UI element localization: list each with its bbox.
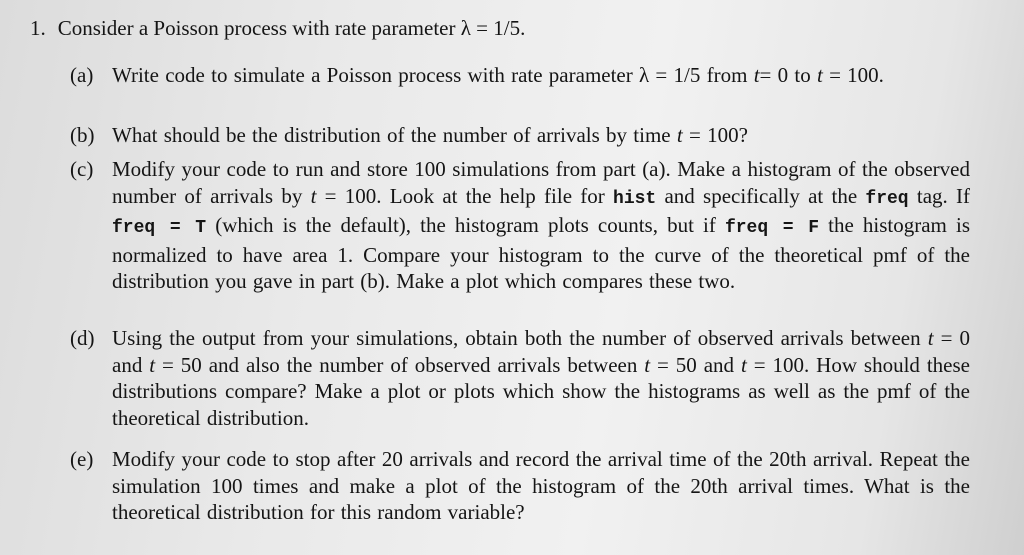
code-token: freq = F: [724, 218, 820, 238]
text-segment: = 50 and also the number of observed arrivals between: [155, 352, 645, 377]
code-token: freq = T: [112, 218, 207, 238]
text-segment: = 100. How should these distributions compare? Make a plot or plots which show the histograms as well as the pmf of the theoretical distribution.: [112, 352, 970, 430]
text-segment: What should be the distribution of the number of arrivals by time: [112, 123, 677, 147]
part-a: [70, 62, 970, 89]
part-b: [70, 122, 970, 149]
part-d: [70, 325, 970, 431]
part-a-label: (a): [70, 63, 94, 87]
part-c: [70, 156, 970, 295]
problem-statement: [30, 16, 525, 41]
text-segment: Using the output from your simulations, obtain both the number of observed arrivals between: [112, 326, 928, 350]
code-token: freq: [865, 188, 909, 209]
text-segment: the histogram is normalized to have area 1. Compare your histogram to the curve of the theoretical pmf of the distribution you gave in part (b). Make a plot which compares these two.: [112, 213, 970, 293]
part-a-text: [112, 62, 970, 89]
math-variable: t: [310, 183, 317, 208]
part-c-text: [112, 156, 970, 295]
part-c-label: (c): [70, 157, 94, 181]
part-e-label: (e): [70, 447, 94, 471]
text-segment: tag. If: [908, 183, 970, 208]
text-segment: Modify your code to stop after 20 arrivals and record the arrival time of the 20th arrival. Repeat the simulation 100 times and make a plot of the histogram of the 20th arrival times. What is the theoretical distribution for this random variable?: [112, 447, 970, 524]
text-segment: Write code to simulate a Poisson process with rate parameter λ = 1/5 from: [112, 63, 754, 87]
math-variable: t: [927, 326, 934, 350]
text-segment: = 100?: [682, 123, 748, 147]
text-segment: Modify your code to run and store 100 simulations from part (a). Make a histogram of the observed number of arrivals by: [112, 157, 970, 208]
math-variable: t: [753, 63, 760, 87]
text-segment: = 100. Look at the help file for: [316, 183, 614, 208]
part-b-text: [112, 122, 970, 149]
math-variable: t: [676, 123, 683, 147]
text-segment: = 50 and: [650, 352, 741, 377]
math-variable: t: [644, 352, 651, 377]
problem-text: Consider a Poisson process with rate parameter λ = 1/5.: [57, 16, 526, 40]
part-e-text: [112, 446, 970, 526]
text-segment: and specifically at the: [656, 183, 866, 208]
part-d-label: (d): [70, 326, 95, 350]
text-segment: = 0 and: [112, 326, 971, 377]
part-e: [70, 446, 970, 526]
text-segment: = 100.: [822, 63, 884, 87]
math-variable: t: [816, 63, 823, 87]
part-d-text: [112, 325, 970, 431]
math-variable: t: [740, 352, 747, 377]
text-segment: (which is the default), the histogram plots counts, but if: [206, 213, 725, 237]
problem-number: 1.: [30, 16, 46, 40]
part-b-label: (b): [70, 123, 95, 147]
text-segment: = 0 to: [759, 63, 817, 87]
math-variable: t: [149, 352, 156, 377]
code-token: hist: [613, 188, 657, 209]
